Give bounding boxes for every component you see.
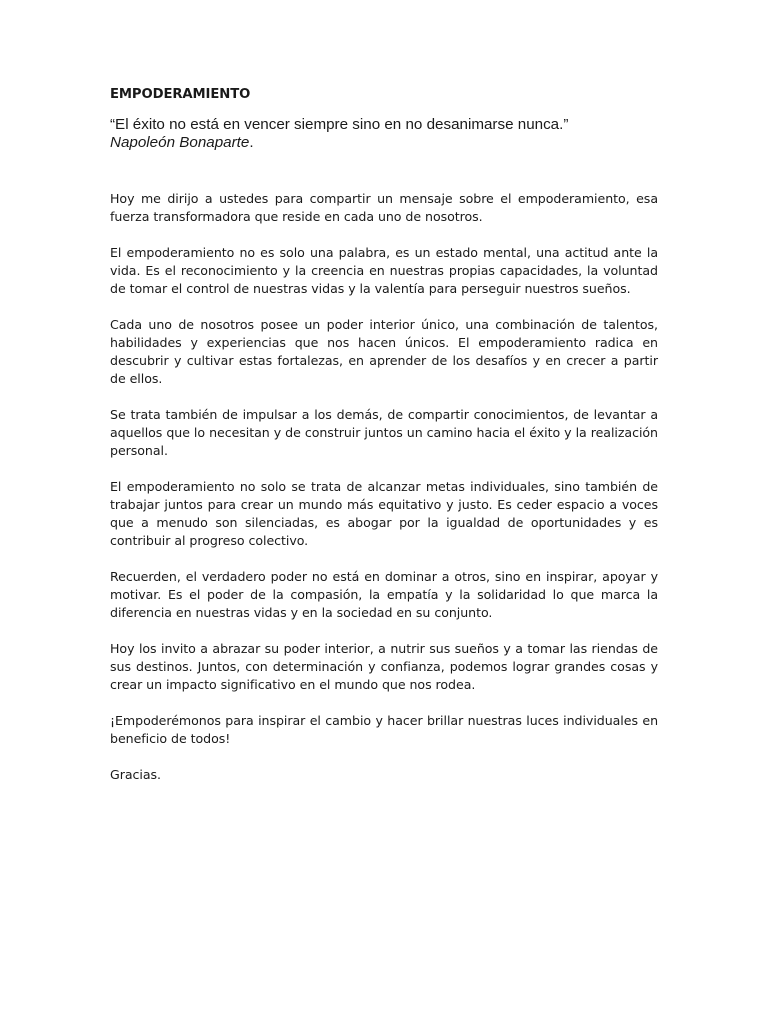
quote-author-period: . xyxy=(249,134,254,151)
quote-attribution xyxy=(110,134,254,151)
paragraph-5: El empoderamiento no solo se trata de alcanzar metas individuales, sino también de trabajar juntos para crear un mundo más equitativo y justo. Es ceder espacio a voces que a menudo son silenciadas, es abogar por la igualdad de oportunidades y es contribuir al progreso colectivo. xyxy=(110,479,658,548)
document-title: EMPODERAMIENTO xyxy=(110,87,251,102)
closing-line: Gracias. xyxy=(110,767,161,782)
paragraph-3: Cada uno de nosotros posee un poder interior único, una combinación de talentos, habilidades y experiencias que nos hacen únicos. El empoderamiento radica en descubrir y cultivar estas fortalezas, en aprender de los desafíos y en crecer a partir de ellos. xyxy=(110,317,658,386)
paragraph-2: El empoderamiento no es solo una palabra, es un estado mental, una actitud ante la vida. Es el reconocimiento y la creencia en nuestras propias capacidades, la voluntad de tomar el control de nuestras vidas y la valentía para perseguir nuestros sueños. xyxy=(110,245,658,296)
epigraph-quote xyxy=(110,116,658,152)
document-body xyxy=(110,86,658,802)
paragraph-6: Recuerden, el verdadero poder no está en dominar a otros, sino en inspirar, apoyar y motivar. Es el poder de la compasión, la empatía y la solidaridad lo que marca la diferencia en nuestras vidas y en la sociedad en su conjunto. xyxy=(110,569,658,620)
paragraph-7: Hoy los invito a abrazar su poder interior, a nutrir sus sueños y a tomar las riendas de sus destinos. Juntos, con determinación y confianza, podemos lograr grandes cosas y crear un impacto significativo en el mundo que nos rodea. xyxy=(110,641,658,692)
paragraph-8: ¡Empoderémonos para inspirar el cambio y hacer brillar nuestras luces individuales en beneficio de todos! xyxy=(110,713,658,746)
quote-text: “El éxito no está en vencer siempre sino en no desanimarse nunca.” xyxy=(110,116,569,133)
paragraph-1: Hoy me dirijo a ustedes para compartir un mensaje sobre el empoderamiento, esa fuerza transformadora que reside en cada uno de nosotros. xyxy=(110,191,658,224)
quote-author: Napoleón Bonaparte xyxy=(110,134,250,151)
paragraph-4: Se trata también de impulsar a los demás, de compartir conocimientos, de levantar a aquellos que lo necesitan y de construir juntos un camino hacia el éxito y la realización personal. xyxy=(110,407,658,458)
